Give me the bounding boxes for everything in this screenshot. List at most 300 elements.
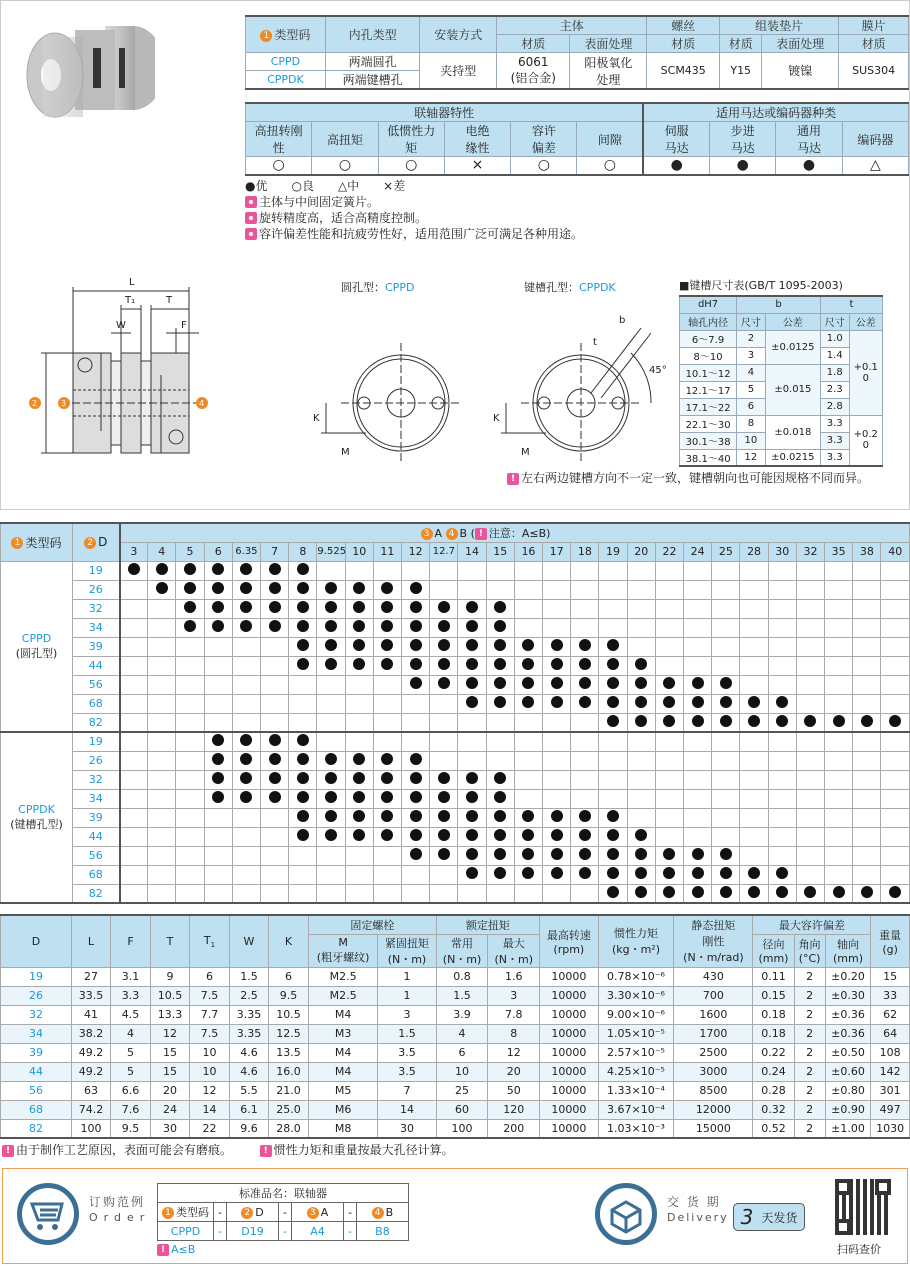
matrix-cell	[345, 846, 373, 865]
available-dot-icon	[494, 677, 506, 689]
dims-cell: 15000	[674, 1119, 753, 1138]
dims-cell: M2.5	[309, 967, 378, 986]
available-dot-icon	[156, 563, 168, 575]
th-axial: 轴向 (mm)	[825, 934, 871, 967]
available-dot-icon	[720, 677, 732, 689]
matrix-cell	[402, 618, 430, 637]
available-dot-icon	[776, 715, 788, 727]
matrix-cell	[599, 599, 627, 618]
matrix-cell	[317, 865, 345, 884]
matrix-cell	[514, 865, 542, 884]
dims-row	[1, 1024, 910, 1043]
matrix-cell	[796, 770, 824, 789]
dims-cell: 100	[72, 1119, 111, 1138]
dims-cell: 12	[190, 1081, 230, 1100]
available-dot-icon	[325, 639, 337, 651]
matrix-cell	[768, 751, 796, 770]
available-dot-icon	[607, 810, 619, 822]
matrix-row	[1, 637, 910, 656]
feature-note: 容许偏差性能和抗疲劳性好，适用范围广泛可满足各种用途。	[245, 226, 909, 242]
matrix-cell	[232, 732, 260, 751]
matrix-cell	[148, 827, 176, 846]
matrix-cell	[486, 865, 514, 884]
matrix-cell	[204, 694, 232, 713]
matrix-cell	[204, 770, 232, 789]
matrix-cell	[796, 846, 824, 865]
dims-cell: 10.5	[269, 1005, 309, 1024]
matrix-cell	[712, 675, 740, 694]
order-value-type: CPPD	[158, 1222, 214, 1241]
product-overview-panel	[0, 0, 910, 510]
dims-cell: 3.5	[378, 1043, 437, 1062]
dims-cell: M6	[309, 1100, 378, 1119]
dims-cell: 7.7	[190, 1005, 230, 1024]
matrix-cell	[881, 732, 910, 751]
dim-L: L	[129, 277, 135, 288]
dims-row	[1, 1100, 910, 1119]
dims-cell: 19	[1, 967, 72, 986]
matrix-D: 56	[73, 675, 120, 694]
matrix-cell	[853, 789, 881, 808]
matrix-cell	[148, 618, 176, 637]
dims-cell: 2.57×10⁻⁵	[598, 1043, 674, 1062]
matrix-cell	[261, 827, 289, 846]
th-material: 材质	[647, 35, 720, 53]
feature-rating: ●	[643, 157, 709, 175]
matrix-cell	[768, 637, 796, 656]
delivery-box-icon	[595, 1183, 657, 1245]
order-value-B: B8	[356, 1222, 408, 1241]
matrix-cell	[430, 713, 458, 732]
matrix-cell	[514, 694, 542, 713]
matrix-cell	[740, 808, 768, 827]
matrix-cell	[543, 675, 571, 694]
dims-row	[1, 1062, 910, 1081]
matrix-cell	[768, 808, 796, 827]
dims-cell: 26	[1, 986, 72, 1005]
available-dot-icon	[494, 696, 506, 708]
matrix-cell	[796, 656, 824, 675]
matrix-cell	[458, 713, 486, 732]
th-bore: 15	[486, 542, 514, 561]
qr-label: 扫码查价	[837, 1243, 881, 1256]
matrix-cell	[740, 713, 768, 732]
matrix-cell	[120, 599, 148, 618]
available-dot-icon	[240, 563, 252, 575]
matrix-cell	[514, 751, 542, 770]
matrix-cell	[514, 599, 542, 618]
th-static-stiffness: 静态扭矩 刚性 (N・m/rad)	[674, 915, 753, 967]
matrix-cell	[712, 656, 740, 675]
matrix-cell	[740, 675, 768, 694]
matrix-cell	[232, 599, 260, 618]
matrix-cell	[825, 732, 853, 751]
matrix-cell	[402, 789, 430, 808]
available-dot-icon	[353, 658, 365, 670]
available-dot-icon	[269, 601, 281, 613]
available-dot-icon	[325, 829, 337, 841]
available-dot-icon	[325, 620, 337, 632]
matrix-cell	[712, 637, 740, 656]
dims-cell: 7	[378, 1081, 437, 1100]
dims-cell: 6.6	[111, 1081, 151, 1100]
th-spacer: 组装垫片	[720, 16, 839, 35]
th-body: 主体	[497, 16, 647, 35]
available-dot-icon	[551, 810, 563, 822]
dims-cell: 0.8	[436, 967, 488, 986]
available-dot-icon	[353, 753, 365, 765]
matrix-cell	[373, 580, 401, 599]
th-bore: 5	[176, 542, 204, 561]
dims-cell: 4.6	[230, 1062, 269, 1081]
matrix-cell	[289, 808, 317, 827]
matrix-cell	[120, 637, 148, 656]
th-tolerance: 公差	[849, 313, 882, 330]
matrix-cell	[317, 789, 345, 808]
matrix-cell	[430, 599, 458, 618]
matrix-cell	[571, 770, 599, 789]
matrix-cell	[232, 789, 260, 808]
dims-cell: 3.67×10⁻⁴	[598, 1100, 674, 1119]
th-D: D	[1, 915, 72, 967]
available-dot-icon	[297, 791, 309, 803]
matrix-cell	[345, 827, 373, 846]
matrix-cell	[768, 770, 796, 789]
available-dot-icon	[297, 658, 309, 670]
dims-cell: 64	[871, 1024, 910, 1043]
available-dot-icon	[466, 658, 478, 670]
bore-type: 两端键槽孔	[325, 71, 419, 90]
matrix-cell	[261, 751, 289, 770]
matrix-cell	[796, 599, 824, 618]
matrix-cell	[543, 789, 571, 808]
matrix-cell	[261, 656, 289, 675]
dims-cell: 82	[1, 1119, 72, 1138]
dims-cell: 39	[1, 1043, 72, 1062]
matrix-cell	[740, 656, 768, 675]
available-dot-icon	[466, 677, 478, 689]
dims-cell: 2	[794, 1024, 825, 1043]
matrix-D: 39	[73, 808, 120, 827]
dims-cell: 60	[436, 1100, 488, 1119]
matrix-cell	[373, 599, 401, 618]
matrix-cell	[712, 827, 740, 846]
matrix-cell	[289, 694, 317, 713]
matrix-cell	[317, 580, 345, 599]
matrix-cell	[261, 675, 289, 694]
keyway-bore-label: 键槽孔型：CPPDK	[524, 281, 616, 294]
matrix-cell	[655, 865, 683, 884]
matrix-cell	[204, 884, 232, 903]
dims-cell: 22	[190, 1119, 230, 1138]
th-feature: 伺服 马达	[643, 122, 709, 157]
available-dot-icon	[692, 867, 704, 879]
matrix-cell	[712, 789, 740, 808]
matrix-cell	[712, 846, 740, 865]
matrix-cell	[571, 694, 599, 713]
matrix-cell	[627, 770, 655, 789]
dims-cell: 68	[1, 1100, 72, 1119]
matrix-cell	[402, 732, 430, 751]
matrix-cell	[486, 789, 514, 808]
dims-cell: 2	[794, 1005, 825, 1024]
matrix-cell	[768, 865, 796, 884]
bore-availability-matrix	[0, 522, 910, 904]
dims-cell: 9.5	[269, 986, 309, 1005]
available-dot-icon	[551, 639, 563, 651]
available-dot-icon	[466, 829, 478, 841]
matrix-cell	[176, 865, 204, 884]
dims-cell: 12	[488, 1043, 540, 1062]
dims-cell: ±0.30	[825, 986, 871, 1005]
matrix-cell	[684, 865, 712, 884]
th-b: b	[737, 296, 821, 313]
matrix-cell	[825, 618, 853, 637]
matrix-cell	[655, 884, 683, 903]
th-feature: 高扭转刚 性	[246, 122, 312, 157]
th-D: 2 D	[73, 523, 120, 561]
matrix-cell	[881, 694, 910, 713]
dims-cell: 15	[151, 1062, 190, 1081]
available-dot-icon	[212, 563, 224, 575]
available-dot-icon	[353, 639, 365, 651]
dims-cell: 12	[151, 1024, 190, 1043]
dims-cell: 1030	[871, 1119, 910, 1138]
matrix-cell	[148, 656, 176, 675]
th-bore: 18	[571, 542, 599, 561]
matrix-cell	[825, 675, 853, 694]
available-dot-icon	[635, 677, 647, 689]
matrix-cell	[486, 751, 514, 770]
dims-cell: 1.5	[378, 1024, 437, 1043]
matrix-cell	[204, 808, 232, 827]
available-dot-icon	[297, 734, 309, 746]
dims-cell: 10000	[540, 1100, 599, 1119]
dims-cell: 5.5	[230, 1081, 269, 1100]
available-dot-icon	[466, 810, 478, 822]
matrix-cell	[430, 846, 458, 865]
dims-cell: 33	[871, 986, 910, 1005]
matrix-D: 19	[73, 561, 120, 580]
matrix-cell	[740, 694, 768, 713]
available-dot-icon	[353, 601, 365, 613]
matrix-cell	[712, 561, 740, 580]
matrix-cell	[458, 770, 486, 789]
matrix-cell	[684, 618, 712, 637]
available-dot-icon	[522, 677, 534, 689]
available-dot-icon	[663, 848, 675, 860]
delivery-subtitle: Delivery	[667, 1211, 729, 1224]
matrix-cell	[768, 561, 796, 580]
matrix-cell	[684, 751, 712, 770]
matrix-cell	[204, 846, 232, 865]
th-screw: 螺丝	[647, 16, 720, 35]
matrix-cell	[148, 675, 176, 694]
circle-bullet-icon	[245, 196, 257, 208]
matrix-cell	[232, 618, 260, 637]
rating-legend: ●优 ○良 △中 ×差	[245, 178, 406, 193]
matrix-cell	[599, 713, 627, 732]
matrix-cell	[825, 580, 853, 599]
matrix-cell	[571, 580, 599, 599]
dims-cell: ±0.50	[825, 1043, 871, 1062]
dims-row	[1, 1043, 910, 1062]
matrix-cell	[543, 618, 571, 637]
matrix-D: 34	[73, 618, 120, 637]
dims-cell: 100	[436, 1119, 488, 1138]
th-bore: 22	[655, 542, 683, 561]
dims-cell: 4	[111, 1024, 151, 1043]
available-dot-icon	[212, 582, 224, 594]
available-dot-icon	[269, 772, 281, 784]
matrix-cell	[514, 789, 542, 808]
dims-cell: ±0.80	[825, 1081, 871, 1100]
bore-type: 两端圆孔	[325, 53, 419, 71]
matrix-cell	[176, 637, 204, 656]
available-dot-icon	[522, 810, 534, 822]
matrix-cell	[204, 599, 232, 618]
matrix-cell	[825, 770, 853, 789]
matrix-cell	[740, 618, 768, 637]
matrix-cell	[712, 808, 740, 827]
matrix-cell	[373, 884, 401, 903]
matrix-cell	[176, 808, 204, 827]
th-bore-AB: 3 A 4 B ( ! 注意：A≤B)	[120, 523, 910, 542]
matrix-cell	[684, 846, 712, 865]
matrix-cell	[881, 713, 910, 732]
matrix-cell	[289, 656, 317, 675]
matrix-cell	[853, 884, 881, 903]
matrix-cell	[486, 561, 514, 580]
matrix-cell	[571, 599, 599, 618]
available-dot-icon	[748, 696, 760, 708]
matrix-cell	[430, 580, 458, 599]
matrix-cell	[543, 713, 571, 732]
matrix-cell	[796, 618, 824, 637]
dims-cell: 3	[488, 986, 540, 1005]
available-dot-icon	[663, 677, 675, 689]
matrix-cell	[853, 713, 881, 732]
matrix-cell	[289, 637, 317, 656]
matrix-cell	[825, 865, 853, 884]
matrix-cell	[289, 789, 317, 808]
dims-cell: 1.5	[230, 967, 269, 986]
matrix-cell	[627, 618, 655, 637]
delivery-days-badge: 3 天发货	[733, 1203, 805, 1231]
available-dot-icon	[889, 715, 901, 727]
matrix-cell	[627, 751, 655, 770]
available-dot-icon	[381, 658, 393, 670]
matrix-cell	[232, 675, 260, 694]
matrix-cell	[684, 694, 712, 713]
dims-row	[1, 1119, 910, 1138]
matrix-cell	[571, 675, 599, 694]
dims-cell: 3000	[674, 1062, 753, 1081]
feature-rating: ○	[312, 157, 378, 175]
available-dot-icon	[410, 582, 422, 594]
available-dot-icon	[551, 848, 563, 860]
th-size: 尺寸	[737, 313, 766, 330]
matrix-cell	[796, 713, 824, 732]
matrix-cell	[881, 656, 910, 675]
matrix-cell	[486, 580, 514, 599]
available-dot-icon	[353, 582, 365, 594]
matrix-cell	[402, 713, 430, 732]
matrix-row	[1, 827, 910, 846]
available-dot-icon	[663, 696, 675, 708]
matrix-cell	[796, 808, 824, 827]
th-W: W	[230, 915, 269, 967]
matrix-cell	[486, 694, 514, 713]
matrix-cell	[232, 865, 260, 884]
dims-cell: 1.33×10⁻⁴	[598, 1081, 674, 1100]
matrix-row	[1, 789, 910, 808]
spec-table	[245, 15, 909, 90]
available-dot-icon	[635, 867, 647, 879]
available-dot-icon	[410, 639, 422, 651]
dim-b: b	[619, 315, 626, 326]
matrix-cell	[543, 808, 571, 827]
dims-cell: 2.5	[230, 986, 269, 1005]
dims-cell: M3	[309, 1024, 378, 1043]
matrix-cell	[543, 599, 571, 618]
matrix-cell	[881, 599, 910, 618]
matrix-cell	[458, 789, 486, 808]
matrix-cell	[514, 827, 542, 846]
matrix-cell	[543, 694, 571, 713]
available-dot-icon	[720, 867, 732, 879]
matrix-cell	[430, 751, 458, 770]
matrix-cell	[655, 599, 683, 618]
matrix-cell	[232, 808, 260, 827]
matrix-cell	[176, 884, 204, 903]
matrix-cell	[148, 561, 176, 580]
matrix-cell	[373, 561, 401, 580]
matrix-cell	[373, 751, 401, 770]
matrix-cell	[599, 884, 627, 903]
available-dot-icon	[240, 791, 252, 803]
matrix-cell	[373, 637, 401, 656]
matrix-cell	[825, 846, 853, 865]
matrix-cell	[599, 865, 627, 884]
matrix-cell	[317, 637, 345, 656]
matrix-cell	[684, 637, 712, 656]
matrix-D: 68	[73, 694, 120, 713]
matrix-cell	[373, 694, 401, 713]
matrix-cell	[627, 675, 655, 694]
dims-cell: 8	[488, 1024, 540, 1043]
qr-code[interactable]	[835, 1179, 891, 1235]
matrix-cell	[232, 827, 260, 846]
matrix-row	[1, 751, 910, 770]
dims-cell: 5	[111, 1043, 151, 1062]
warning-icon: !	[2, 1145, 14, 1157]
matrix-cell	[514, 732, 542, 751]
available-dot-icon	[494, 791, 506, 803]
matrix-cell	[796, 789, 824, 808]
matrix-cell	[599, 618, 627, 637]
matrix-cell	[345, 808, 373, 827]
dims-row	[1, 1005, 910, 1024]
matrix-cell	[543, 846, 571, 865]
matrix-cell	[120, 846, 148, 865]
available-dot-icon	[466, 620, 478, 632]
matrix-cell	[148, 808, 176, 827]
matrix-cell	[373, 789, 401, 808]
matrix-cell	[627, 637, 655, 656]
matrix-cell	[176, 561, 204, 580]
dims-cell: 12000	[674, 1100, 753, 1119]
